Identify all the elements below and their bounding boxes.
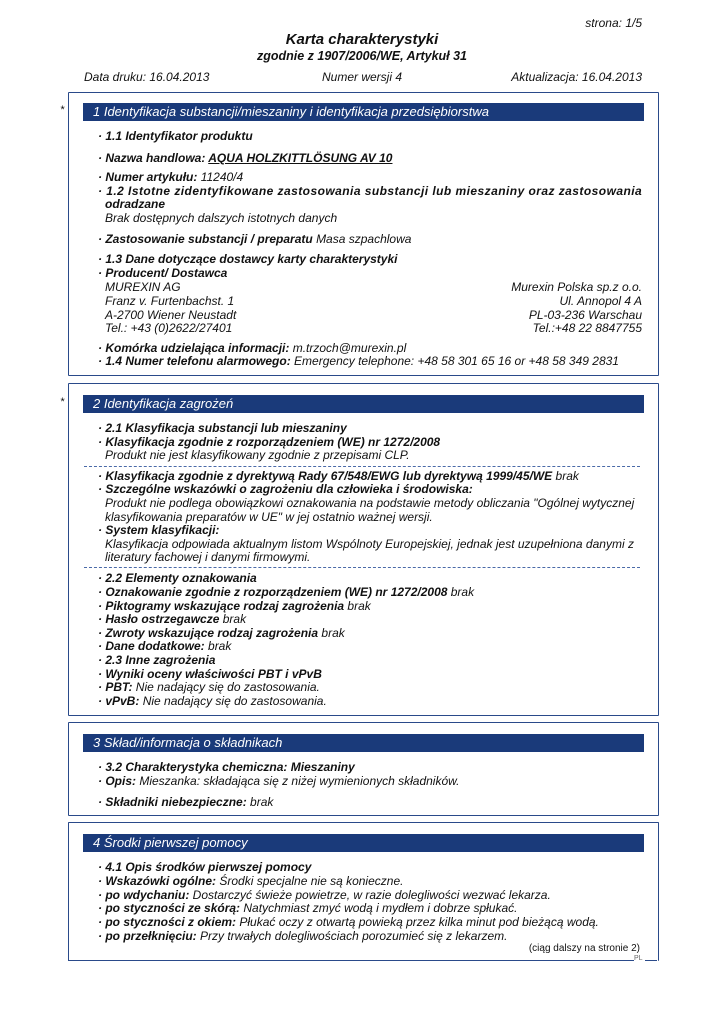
distributor-street: Ul. Annopol 4 A bbox=[559, 294, 642, 308]
change-marker: * bbox=[60, 104, 65, 116]
substance-use: · Zastosowanie substancji / preparatu Masa szpachlowa bbox=[98, 232, 412, 246]
continued-note: (ciąg dalszy na stronie 2) bbox=[528, 943, 640, 954]
section-3-title: 3 Skład/informacja o składnikach bbox=[83, 734, 644, 752]
page-number: strona: 1/5 bbox=[585, 16, 642, 30]
document-title: Karta charakterystyki bbox=[285, 31, 439, 48]
supplier-heading: · 1.3 Dane dotyczące dostawcy karty charakterystyki bbox=[98, 252, 398, 266]
article-number: · Numer artykułu: 11240/4 bbox=[98, 170, 244, 184]
distributor-phone: Tel.:+48 22 8847755 bbox=[532, 321, 642, 335]
trade-name-value: AQUA HOLZKITTLÖSUNG AV 10 bbox=[208, 151, 393, 165]
version-number: Numer wersji 4 bbox=[322, 70, 403, 84]
section-4-title: 4 Środki pierwszej pomocy bbox=[83, 834, 644, 852]
distributor-name: Murexin Polska sp.z o.o. bbox=[511, 280, 642, 294]
uses-heading: · 1.2 Istotne zidentyfikowane zastosowania substancji lub mieszaniny oraz zastosowania bbox=[98, 184, 643, 198]
info-contact: · Komórka udzielająca informacji: m.trzoch@murexin.pl bbox=[98, 341, 407, 355]
divider bbox=[84, 466, 640, 467]
producer-phone: Tel.: +43 (0)2622/27401 bbox=[105, 321, 233, 335]
divider bbox=[84, 567, 640, 568]
footer-rule bbox=[68, 960, 634, 961]
section-1-title: 1 Identyfikacja substancji/mieszaniny i identyfikacja przedsiębiorstwa bbox=[83, 103, 644, 121]
producer-city: A-2700 Wiener Neustadt bbox=[105, 308, 237, 322]
update-date: Aktualizacja: 16.04.2013 bbox=[511, 70, 642, 84]
distributor-city: PL-03-236 Warschau bbox=[528, 308, 642, 322]
uses-text: Brak dostępnych dalszych istotnych danych bbox=[105, 211, 338, 225]
trade-name: · Nazwa handlowa: AQUA HOLZKITTLÖSUNG AV 10 bbox=[98, 151, 393, 165]
emergency-phone: · 1.4 Numer telefonu alarmowego: Emergency telephone: +48 58 301 65 16 or +48 58 349 2831 bbox=[98, 354, 619, 368]
producer-name: MUREXIN AG bbox=[105, 280, 181, 294]
print-date: Data druku: 16.04.2013 bbox=[84, 70, 210, 84]
language-code: PL bbox=[634, 955, 643, 962]
info-email[interactable]: m.trzoch@murexin.pl bbox=[292, 341, 407, 355]
producer-heading: · Producent/ Dostawca bbox=[98, 266, 228, 280]
document-subtitle: zgodnie z 1907/2006/WE, Artykuł 31 bbox=[256, 49, 468, 63]
change-marker: * bbox=[60, 396, 65, 408]
section-2-title: 2 Identyfikacja zagrożeń bbox=[83, 395, 644, 413]
producer-street: Franz v. Furtenbachst. 1 bbox=[105, 294, 235, 308]
footer-rule-end bbox=[645, 960, 657, 961]
product-identifier-heading: · 1.1 Identyfikator produktu bbox=[98, 129, 253, 143]
